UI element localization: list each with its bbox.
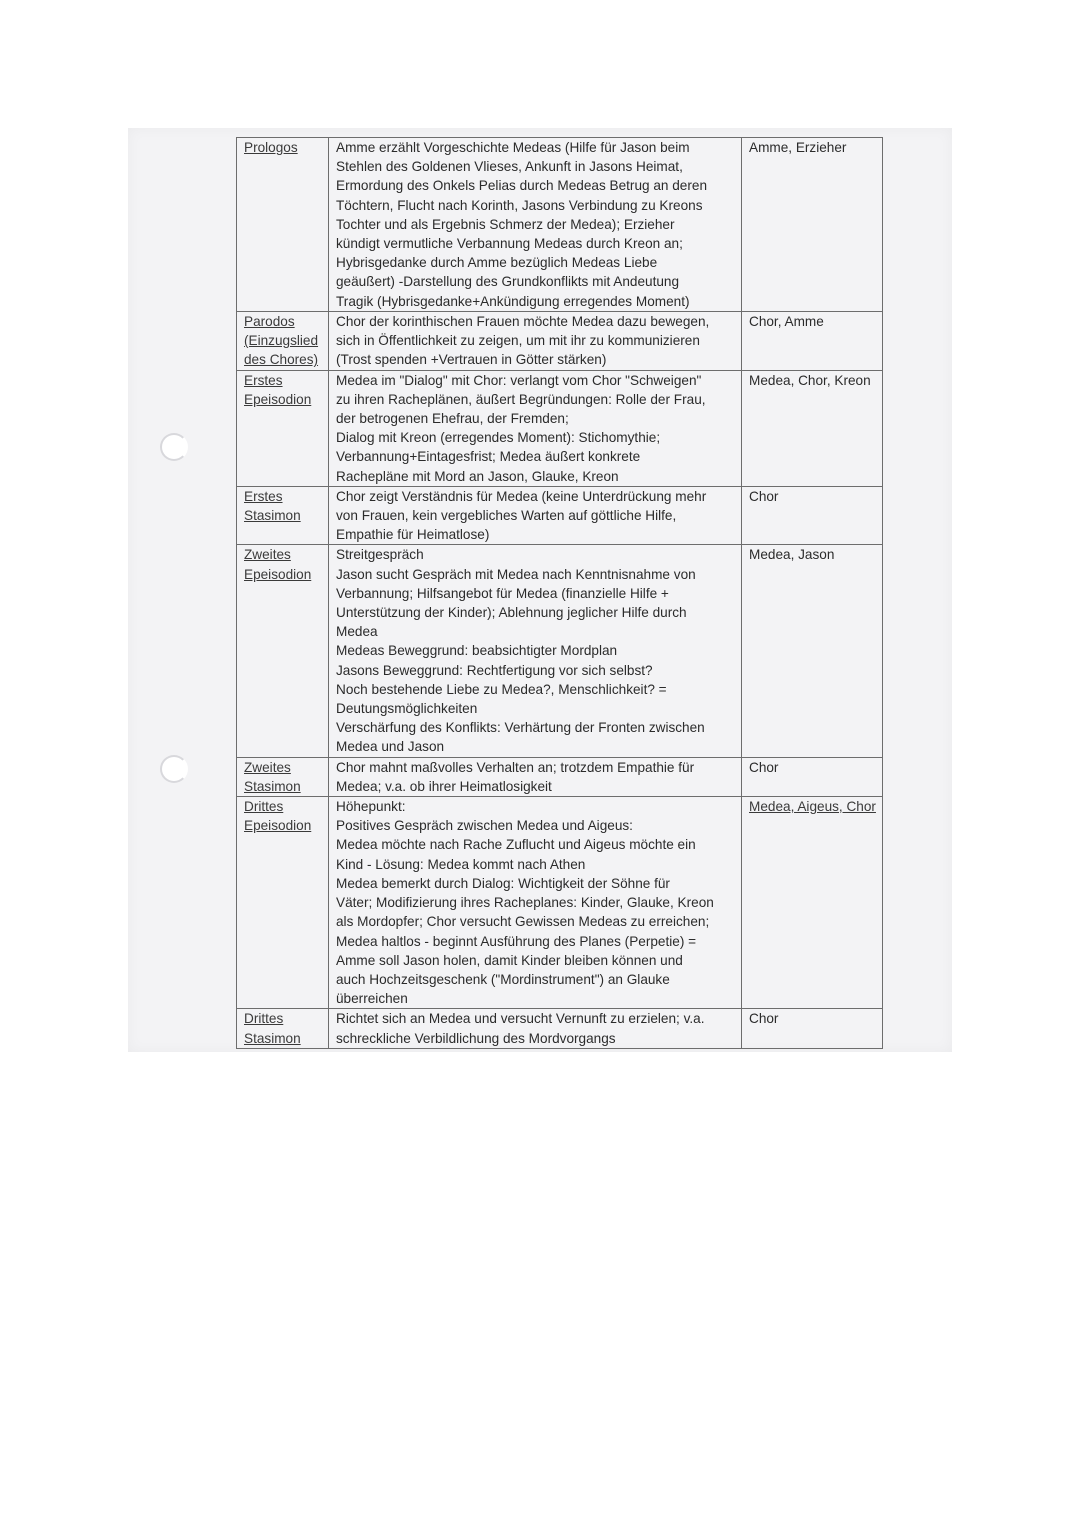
content-line: Höhepunkt: [336, 799, 406, 815]
content-line: kündigt vermutliche Verbannung Medeas durch Kreon an; [336, 236, 683, 252]
drama-structure-table [236, 137, 883, 1049]
content-line: Noch bestehende Liebe zu Medea?, Menschlichkeit? = [336, 681, 667, 697]
content-line: Ermordung des Onkels Pelias durch Medeas Betrug an deren [336, 178, 708, 194]
persons-text: Medea, Jason [749, 547, 835, 563]
content-line: geäußert) -Darstellung des Grundkonflikts mit Andeutung [336, 274, 680, 290]
content-cell [329, 797, 742, 1009]
table-row [237, 138, 883, 312]
section-cell [237, 486, 329, 545]
content-line: Jasons Beweggrund: Rechtfertigung vor sich selbst? [336, 662, 653, 678]
content-cell [329, 486, 742, 545]
section-title: Drittes Epeisodion [244, 799, 312, 834]
punch-hole [160, 755, 188, 783]
content-line: sich in Öffentlichkeit zu zeigen, um mit ihr zu kommunizieren [336, 333, 700, 349]
persons-cell [742, 757, 883, 796]
content-line: Chor zeigt Verständnis für Medea (keine Unterdrückung mehr [336, 488, 707, 504]
content-line: Richtet sich an Medea und versucht Vernunft zu erzielen; v.a. [336, 1011, 705, 1027]
content-line: Jason sucht Gespräch mit Medea nach Kenntnisnahme von [336, 566, 696, 582]
section-title: Erstes Epeisodion [244, 372, 312, 407]
section-title: Zweites Epeisodion [244, 547, 312, 582]
content-line: Amme erzählt Vorgeschichte Medeas (Hilfe für Jason beim [336, 140, 690, 155]
content-cell [329, 370, 742, 486]
content-line: Streitgespräch [336, 547, 424, 563]
table-row [237, 545, 883, 757]
section-cell [237, 797, 329, 1009]
content-line: Medea möchte nach Rache Zuflucht und Aigeus möchte ein [336, 837, 696, 853]
persons-cell [742, 370, 883, 486]
content-line: der betrogenen Ehefrau, der Fremden; [336, 411, 569, 427]
persons-text: Medea, Chor, Kreon [749, 372, 871, 388]
content-line: Medea und Jason [336, 739, 445, 755]
content-cell [329, 138, 742, 312]
content-line: Medea [336, 624, 378, 640]
content-line: Tragik (Hybrisgedanke+Ankündigung erregendes Moment) [336, 293, 690, 309]
content-line: schreckliche Verbildlichung des Mordvorgangs [336, 1030, 616, 1046]
persons-text: Medea, Aigeus, Chor [749, 799, 876, 815]
persons-text: Chor, Amme [749, 314, 824, 329]
content-line: Deutungsmöglichkeiten [336, 701, 478, 717]
content-line: Rachepläne mit Mord an Jason, Glauke, Kreon [336, 468, 619, 484]
section-title: Parodos (Einzugslied des Chores) [244, 314, 319, 368]
persons-text: Chor [749, 759, 779, 775]
content-line: Medea haltlos - beginnt Ausführung des Planes (Perpetie) = [336, 933, 697, 949]
punch-hole [160, 433, 188, 461]
table-row [237, 797, 883, 1009]
content-line: Verbannung; Hilfsangebot für Medea (finanzielle Hilfe + [336, 585, 669, 601]
content-line: Unterstützung der Kinder); Ablehnung jeglicher Hilfe durch [336, 605, 687, 621]
section-cell [237, 312, 329, 371]
content-line: Positives Gespräch zwischen Medea und Aigeus: [336, 818, 633, 834]
content-line: Kind - Lösung: Medea kommt nach Athen [336, 856, 586, 872]
content-line: Tochter und als Ergebnis Schmerz der Medea); Erzieher [336, 216, 675, 232]
persons-cell [742, 486, 883, 545]
section-title: Erstes Stasimon [244, 488, 301, 524]
content-line: zu ihren Racheplänen, äußert Begründungen: Rolle der Frau, [336, 391, 706, 407]
content-line: Amme soll Jason holen, damit Kinder bleiben können und [336, 952, 683, 968]
content-line: Chor der korinthischen Frauen möchte Medea dazu bewegen, [336, 314, 710, 329]
persons-cell [742, 138, 883, 312]
content-line: (Trost spenden +Vertrauen in Götter stärken) [336, 352, 607, 368]
persons-cell [742, 1009, 883, 1048]
section-title: Drittes Stasimon [244, 1011, 301, 1046]
section-title: Prologos [244, 140, 298, 155]
content-line: Stehlen des Goldenen Vlieses, Ankunft in Jasons Heimat, [336, 159, 683, 175]
content-line: von Frauen, kein vergebliches Warten auf göttliche Hilfe, [336, 508, 677, 524]
content-line: Väter; Modifizierung ihres Racheplanes: Kinder, Glauke, Kreon [336, 895, 714, 911]
content-line: auch Hochzeitsgeschenk ("Mordinstrument") an Glauke [336, 971, 670, 987]
content-cell [329, 1009, 742, 1048]
content-cell [329, 312, 742, 371]
content-line: als Mordopfer; Chor versucht Gewissen Medeas zu erreichen; [336, 914, 710, 930]
content-line: Medea; v.a. ob ihrer Heimatlosigkeit [336, 778, 552, 794]
persons-text: Amme, Erzieher [749, 140, 847, 155]
persons-cell [742, 312, 883, 371]
content-line: Dialog mit Kreon (erregendes Moment): Stichomythie; [336, 430, 661, 446]
content-cell [329, 545, 742, 757]
section-cell [237, 757, 329, 796]
table-row [237, 486, 883, 545]
content-line: Verschärfung des Konflikts: Verhärtung der Fronten zwischen [336, 720, 705, 736]
content-line: überreichen [336, 991, 408, 1007]
table-row [237, 370, 883, 486]
persons-text: Chor [749, 488, 779, 504]
section-title: Zweites Stasimon [244, 759, 301, 794]
content-line: Medea bemerkt durch Dialog: Wichtigkeit der Söhne für [336, 875, 670, 891]
section-cell [237, 545, 329, 757]
content-line: Töchtern, Flucht nach Korinth, Jasons Verbindung zu Kreons [336, 197, 703, 213]
content-line: Hybrisgedanke durch Amme bezüglich Medeas Liebe [336, 255, 658, 271]
table-row [237, 757, 883, 796]
persons-cell [742, 797, 883, 1009]
content-line: Verbannung+Eintagesfrist; Medea äußert konkrete [336, 449, 641, 465]
content-line: Chor mahnt maßvolles Verhalten an; trotzdem Empathie für [336, 759, 695, 775]
content-cell [329, 757, 742, 796]
table-row [237, 1009, 883, 1048]
persons-cell [742, 545, 883, 757]
section-cell [237, 370, 329, 486]
section-cell [237, 138, 329, 312]
content-line: Medea im "Dialog" mit Chor: verlangt vom Chor "Schweigen" [336, 372, 702, 388]
content-line: Empathie für Heimatlose) [336, 527, 490, 543]
content-line: Medeas Beweggrund: beabsichtigter Mordplan [336, 643, 618, 659]
persons-text: Chor [749, 1011, 779, 1027]
section-cell [237, 1009, 329, 1048]
table-row [237, 312, 883, 371]
